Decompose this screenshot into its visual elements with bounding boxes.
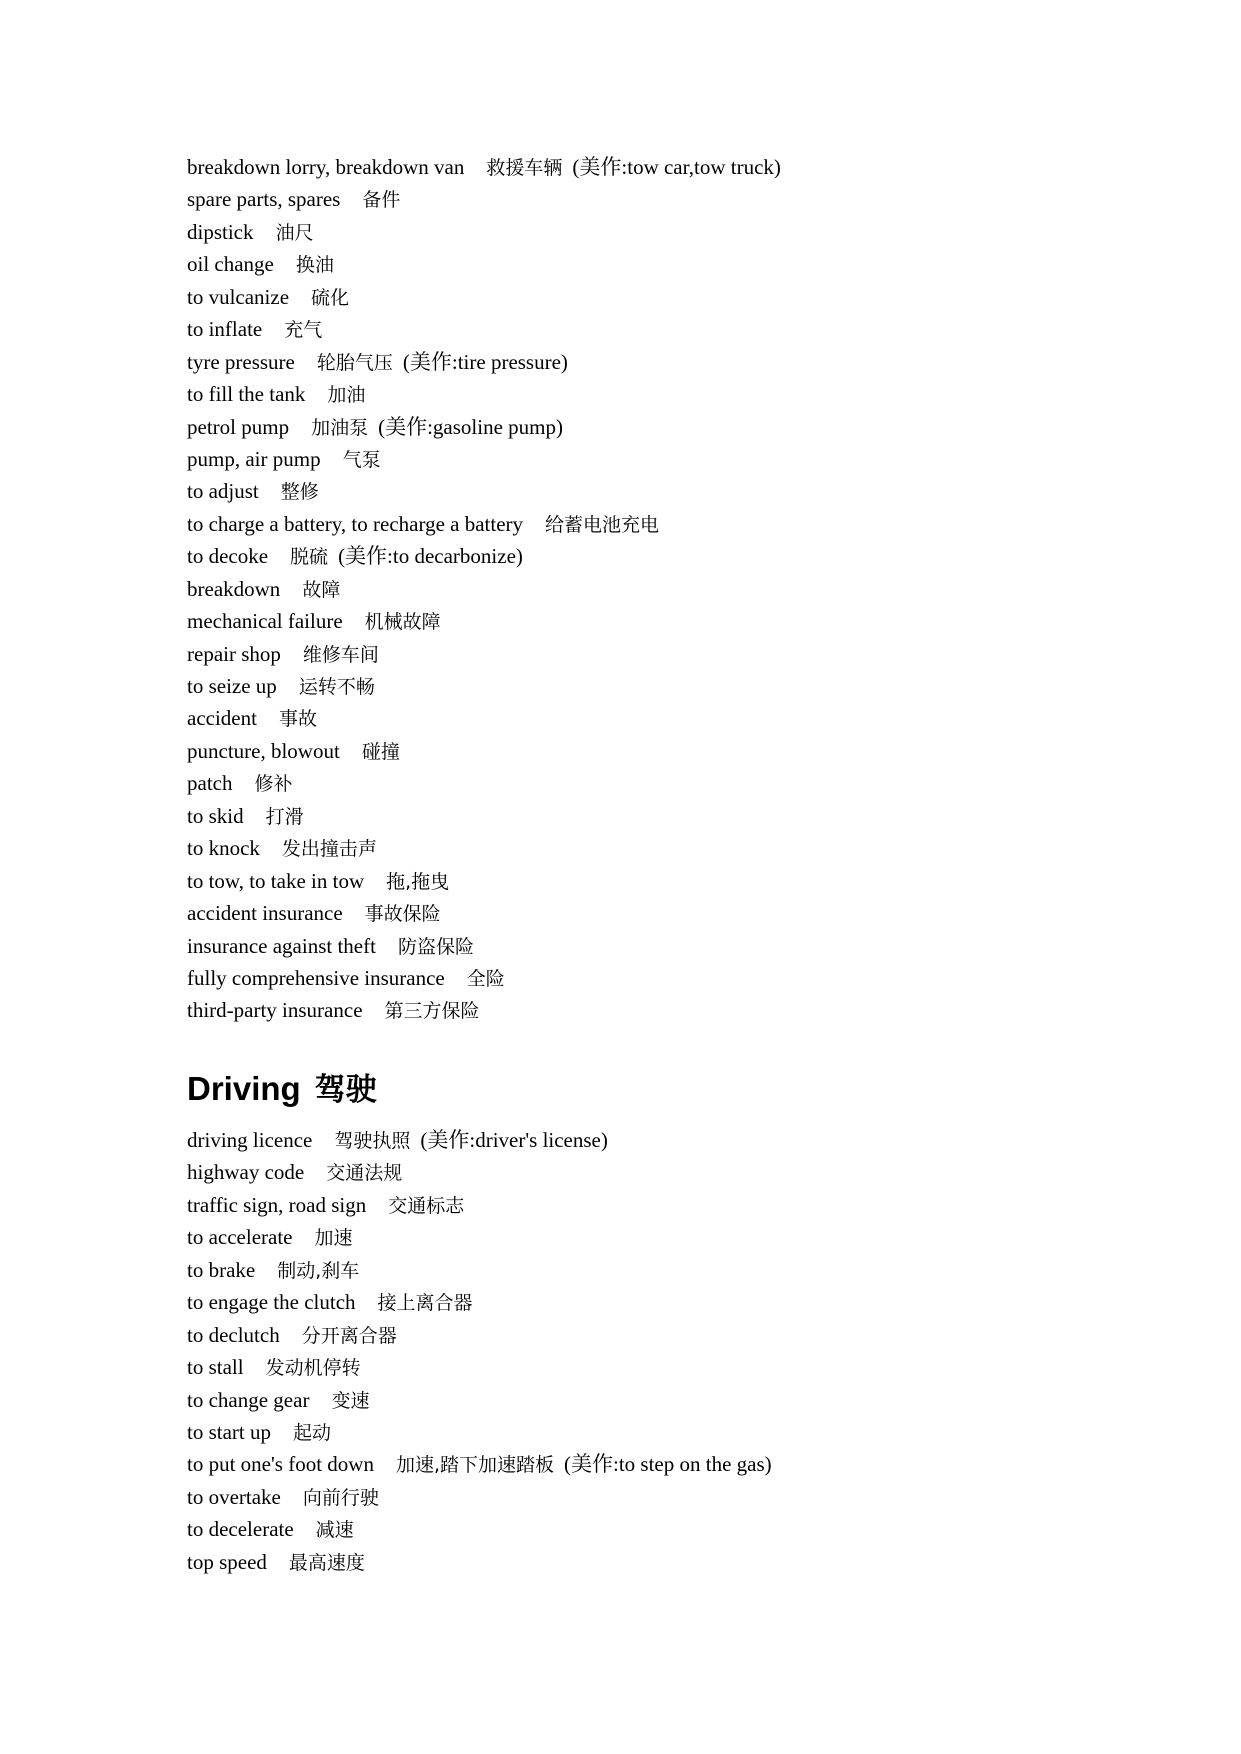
entry-english: repair shop (187, 641, 281, 666)
vocab-entry (187, 1124, 1187, 1156)
vocab-entry (187, 216, 1187, 248)
entry-english: mechanical failure (187, 609, 343, 634)
entry-chinese: 脱硫 (290, 546, 329, 569)
entry-note: (美作:driver's license) (420, 1128, 608, 1152)
entry-english: top speed (187, 1549, 267, 1574)
entry-english: to inflate (187, 317, 263, 342)
entry-chinese: 起动 (293, 1421, 332, 1444)
vocabulary-list-driving (187, 1124, 1187, 1578)
entry-english: third-party insurance (187, 998, 363, 1023)
entry-english: to change gear (187, 1387, 310, 1412)
entry-chinese: 整修 (280, 481, 319, 504)
vocabulary-list-car-maintenance (187, 151, 1187, 1027)
entry-chinese: 打滑 (265, 805, 304, 828)
entry-english: insurance against theft (187, 933, 376, 958)
entry-note: (美作:tire pressure) (402, 349, 568, 374)
entry-chinese: 事故保险 (364, 903, 441, 926)
entry-chinese: 充气 (284, 319, 323, 342)
entry-english: dipstick (187, 219, 254, 244)
vocab-entry (187, 1416, 1187, 1448)
entry-english: petrol pump (187, 414, 290, 439)
heading-english: Driving (187, 1070, 301, 1107)
entry-english: to adjust (187, 479, 259, 504)
entry-chinese: 加速,踏下加速踏板 (395, 1454, 554, 1477)
entry-chinese: 加油 (327, 384, 366, 407)
entry-english: to stall (187, 1355, 244, 1380)
vocab-entry (187, 670, 1187, 702)
vocab-entry (187, 281, 1187, 313)
entry-english: to seize up (187, 674, 277, 698)
vocab-entry (187, 378, 1187, 410)
entry-chinese: 运转不畅 (298, 676, 375, 698)
entry-chinese: 加油泵 (311, 416, 369, 439)
entry-note: (美作:to decarbonize) (338, 544, 523, 569)
entry-english: to vulcanize (187, 284, 290, 309)
entry-english: to declutch (187, 1322, 280, 1347)
entry-chinese: 气泵 (342, 448, 381, 471)
vocab-entry (187, 1221, 1187, 1253)
heading-chinese: 驾驶 (314, 1072, 377, 1108)
vocab-entry (187, 248, 1187, 280)
vocab-entry (187, 767, 1187, 799)
vocab-entry (187, 1546, 1187, 1578)
entry-english: to knock (187, 836, 260, 861)
vocab-entry (187, 1319, 1187, 1351)
entry-english: to decelerate (187, 1517, 294, 1542)
entry-chinese: 驾驶执照 (334, 1130, 411, 1152)
vocab-entry (187, 994, 1187, 1026)
vocab-entry (187, 1286, 1187, 1318)
vocab-entry (187, 508, 1187, 540)
entry-english: to skid (187, 803, 244, 828)
vocab-entry (187, 962, 1187, 994)
vocab-entry (187, 540, 1187, 572)
vocab-entry (187, 897, 1187, 929)
entry-english: pump, air pump (187, 446, 321, 471)
entry-english: oil change (187, 252, 274, 277)
entry-english: accident (187, 706, 257, 731)
entry-chinese: 事故 (278, 708, 317, 731)
entry-english: to engage the clutch (187, 1290, 356, 1315)
entry-note: (美作:gasoline pump) (378, 414, 563, 439)
entry-chinese: 加速 (314, 1227, 353, 1250)
entry-english: breakdown lorry, breakdown van (187, 155, 465, 179)
vocab-entry (187, 1384, 1187, 1416)
entry-english: tyre pressure (187, 349, 295, 374)
entry-english: to decoke (187, 544, 269, 569)
vocab-entry (187, 832, 1187, 864)
vocab-entry (187, 930, 1187, 962)
vocab-entry (187, 151, 1187, 183)
vocab-entry (187, 183, 1187, 215)
entry-chinese: 轮胎气压 (316, 351, 393, 374)
vocab-entry (187, 411, 1187, 443)
entry-english: to start up (187, 1419, 271, 1444)
entry-english: accident insurance (187, 901, 343, 926)
entry-chinese: 救援车辆 (486, 157, 563, 179)
vocab-entry (187, 443, 1187, 475)
vocab-entry (187, 1254, 1187, 1286)
entry-english: to put one's foot down (187, 1452, 374, 1477)
entry-english: to overtake (187, 1484, 281, 1509)
entry-english: to fill the tank (187, 382, 306, 407)
entry-english: to accelerate (187, 1225, 293, 1250)
entry-english: patch (187, 771, 233, 796)
entry-chinese: 向前行驶 (302, 1486, 379, 1509)
entry-chinese: 修补 (254, 773, 293, 796)
entry-english: fully comprehensive insurance (187, 965, 445, 990)
vocab-entry (187, 1351, 1187, 1383)
entry-chinese: 维修车间 (302, 643, 379, 666)
vocab-entry (187, 865, 1187, 897)
entry-note: (美作:to step on the gas) (564, 1452, 772, 1477)
vocab-entry (187, 702, 1187, 734)
entry-chinese: 故障 (302, 578, 341, 601)
section-heading-driving (187, 1067, 377, 1112)
entry-chinese: 分开离合器 (301, 1324, 397, 1347)
entry-chinese: 备件 (362, 189, 401, 212)
vocab-entry (187, 605, 1187, 637)
vocab-entry (187, 1189, 1187, 1221)
vocab-entry (187, 800, 1187, 832)
entry-chinese: 给蓄电池充电 (545, 513, 660, 536)
entry-english: to charge a battery, to recharge a battery (187, 511, 524, 536)
entry-chinese: 全险 (466, 967, 505, 990)
vocab-entry (187, 1156, 1187, 1188)
vocab-entry (187, 313, 1187, 345)
entry-chinese: 接上离合器 (377, 1292, 473, 1315)
vocab-entry (187, 638, 1187, 670)
vocab-entry (187, 573, 1187, 605)
vocab-entry (187, 1481, 1187, 1513)
vocab-entry (187, 475, 1187, 507)
entry-chinese: 拖,拖曳 (386, 870, 450, 893)
entry-chinese: 变速 (331, 1389, 370, 1412)
entry-chinese: 交通标志 (388, 1194, 465, 1217)
entry-chinese: 第三方保险 (384, 1000, 480, 1023)
entry-chinese: 发出撞击声 (281, 838, 377, 861)
entry-chinese: 最高速度 (288, 1551, 365, 1574)
entry-english: driving licence (187, 1128, 313, 1152)
entry-chinese: 换油 (295, 254, 334, 277)
entry-chinese: 发动机停转 (265, 1357, 361, 1380)
entry-chinese: 硫化 (311, 286, 350, 309)
entry-note: (美作:tow car,tow truck) (572, 155, 781, 179)
entry-english: to brake (187, 1257, 256, 1282)
vocab-entry (187, 735, 1187, 767)
entry-english: highway code (187, 1160, 305, 1185)
entry-chinese: 制动,刹车 (277, 1259, 360, 1282)
entry-chinese: 减速 (315, 1519, 354, 1542)
entry-english: to tow, to take in tow (187, 868, 365, 893)
entry-chinese: 防盗保险 (397, 935, 474, 958)
vocab-entry (187, 1513, 1187, 1545)
entry-chinese: 油尺 (275, 221, 314, 244)
entry-english: puncture, blowout (187, 738, 340, 763)
vocab-entry (187, 346, 1187, 378)
entry-chinese: 交通法规 (326, 1162, 403, 1185)
entry-chinese: 机械故障 (364, 611, 441, 634)
vocab-entry (187, 1448, 1187, 1480)
entry-english: traffic sign, road sign (187, 1192, 367, 1217)
entry-chinese: 碰撞 (361, 740, 400, 763)
entry-english: spare parts, spares (187, 187, 341, 212)
entry-english: breakdown (187, 576, 281, 601)
